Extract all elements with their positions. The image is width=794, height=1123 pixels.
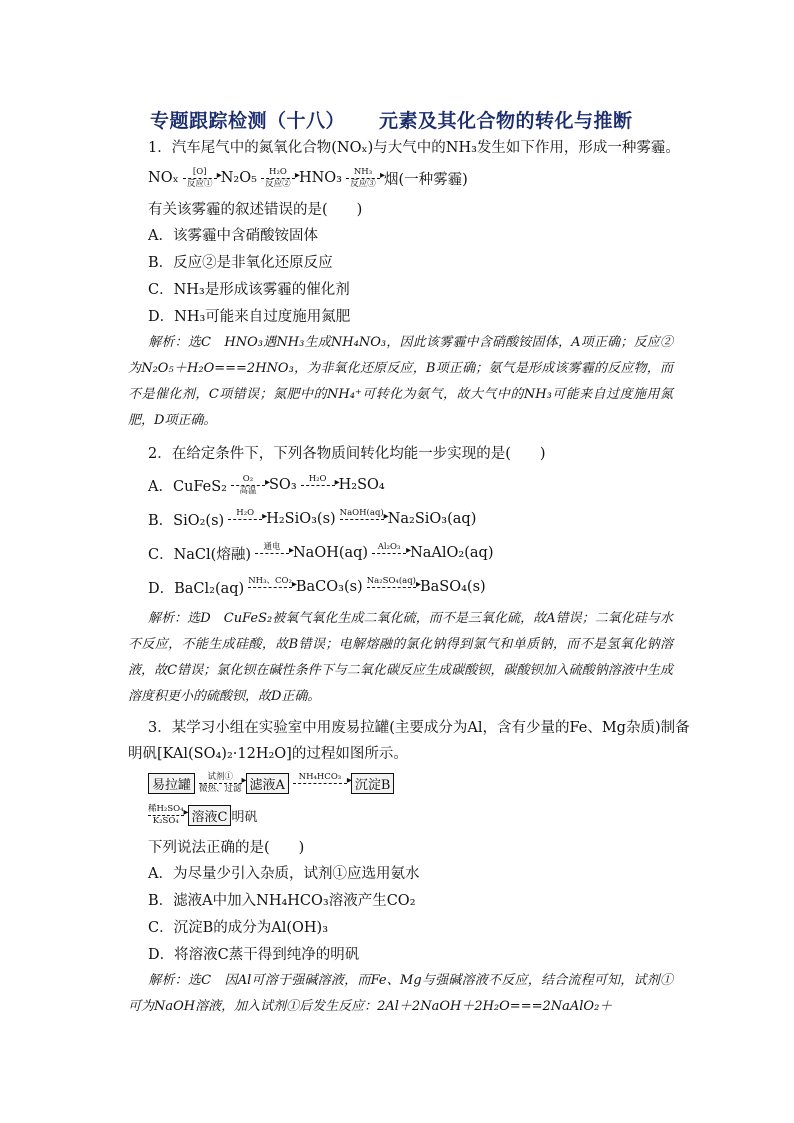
arrow-icon: 试剂① ▸ 微热、过滤 xyxy=(199,773,242,794)
arrow-icon: H₂O ▸ 反应② xyxy=(261,168,295,189)
q3-stem-line2: 明矾[KAl(SO₄)₂·12H₂O]的过程如图所示。 xyxy=(128,746,408,762)
flow-box-can: 易拉罐 xyxy=(148,773,195,794)
q2-stem: 2．在给定条件下，下列各物质间转化均能一步实现的是( ) xyxy=(148,446,546,462)
q3-flow-row2 xyxy=(148,800,258,830)
q1-stem: 1．汽车尾气中的氮氧化合物(NOₓ)与大气中的NH₃发生如下作用，形成一种雾霾。 xyxy=(148,140,680,156)
arrow-icon: 稀H₂SO₄ ▸ K₂SO₄ xyxy=(148,805,184,826)
q2-option-a: A．CuFeS₂ O₂ ▸ 高温 SO₃ H₂O ▸ H₂SO₄ xyxy=(148,471,385,499)
q3-option-c: C．沉淀B的成分为Al(OH)₃ xyxy=(148,920,329,936)
arrow-icon: NH₄HCO₃ ▸ xyxy=(293,773,347,794)
arrow-icon: Al₂O₃ ▸ xyxy=(372,543,406,564)
q3-question: 下列说法正确的是( ) xyxy=(148,840,305,856)
arrow-icon: NaOH(aq) ▸ xyxy=(340,509,384,530)
flow-box-solution-c: 溶液C xyxy=(188,805,232,826)
arrow-icon: [O] ▸ 反应① xyxy=(183,168,217,189)
arrow-icon: 通电 ▸ xyxy=(255,543,289,564)
title-topic: 元素及其化合物的转化与推断 xyxy=(379,110,633,132)
flow-box-filtrate-a: 滤液A xyxy=(246,773,289,794)
arrow-icon: Na₂SO₄(aq) ▸ xyxy=(367,577,416,598)
q3-solution: 解析：选C 因Al可溶于强碱溶液，而Fe、Mg与强碱溶液不反应，结合流程可知，试剂①可为NaOH溶液，加入试剂①后发生反应：2Al＋2NaOH＋2H₂O===2NaAlO₂＋ xyxy=(128,973,673,1014)
q1-option-a: A．该雾霾中含硝酸铵固体 xyxy=(148,228,318,244)
title-series: 专题跟踪检测（十八） xyxy=(150,110,346,132)
q3-option-a: A．为尽量少引入杂质，试剂①应选用氨水 xyxy=(148,866,420,882)
q2-option-d: D．BaCl₂(aq) NH₃、CO₂ ▸ BaCO₃(s) Na₂SO₄(aq) ▸ BaSO₄(s) xyxy=(148,573,486,601)
arrow-icon: NH₃ ▸ 反应③ xyxy=(346,168,380,189)
q2-option-c: C．NaCl(熔融) 通电 ▸ NaOH(aq) Al₂O₃ ▸ NaAlO₂(aq) xyxy=(148,539,493,567)
q3-option-d: D．将溶液C蒸干得到纯净的明矾 xyxy=(148,947,360,963)
arrow-icon: H₂O ▸ xyxy=(228,509,262,530)
arrow-icon: NH₃、CO₂ ▸ xyxy=(248,577,292,598)
q1-option-d: D．NH₃可能来自过度施用氮肥 xyxy=(148,309,351,325)
q1-reaction-chain: NOₓ [O] ▸ 反应① N₂O₅ H₂O ▸ 反应② HNO₃ NH₃ ▸ 反应③ 烟(一种雾霾) xyxy=(148,164,468,192)
arrow-icon: H₂O ▸ xyxy=(301,475,335,496)
q1-solution: 解析：选C HNO₃遇NH₃生成NH₄NO₃，因此该雾霾中含硝酸铵固体，A项正确；反应②为N₂O₅＋H₂O===2HNO₃，为非氧化还原反应，B项正确；氨气是形成该雾霾的反应物，而不是催化剂，C项错误；氮肥中的NH₄⁺可转化为氨气，故大气中的NH₃可能来自过度施用氮肥，D项正确。 xyxy=(128,335,673,428)
q3-stem-line1: 3．某学习小组在实验室中用废易拉罐(主要成分为Al，含有少量的Fe、Mg杂质)制备 xyxy=(148,720,690,736)
q2-solution: 解析：选D CuFeS₂被氧气氧化生成二氧化硫，而不是三氧化硫，故A错误；二氧化硅与水不反应，不能生成硅酸，故B错误；电解熔融的氯化钠得到氯气和单质钠，而不是氢氧化钠溶液，故C错误；氯化钡在碱性条件下与二氧化碳反应生成碳酸钡，碳酸钡加入硫酸钠溶液中生成溶度积更小的硫酸钡，故D正确。 xyxy=(128,611,673,704)
q3-flow-row1 xyxy=(148,768,394,798)
q2-option-b: B．SiO₂(s) H₂O ▸ H₂SiO₃(s) NaOH(aq) ▸ Na₂SiO₃(aq) xyxy=(148,505,476,533)
q1-question: 有关该雾霾的叙述错误的是( ) xyxy=(148,202,363,218)
q1-option-c: C．NH₃是形成该雾霾的催化剂 xyxy=(148,282,350,298)
flow-product: 明矾 xyxy=(231,809,258,825)
q3-option-b: B．滤液A中加入NH₄HCO₃溶液产生CO₂ xyxy=(148,893,416,909)
flow-box-precipitate-b: 沉淀B xyxy=(351,773,395,794)
page-title xyxy=(150,106,633,133)
q1-option-b: B．反应②是非氧化还原反应 xyxy=(148,255,333,271)
arrow-icon: O₂ ▸ 高温 xyxy=(231,475,265,496)
